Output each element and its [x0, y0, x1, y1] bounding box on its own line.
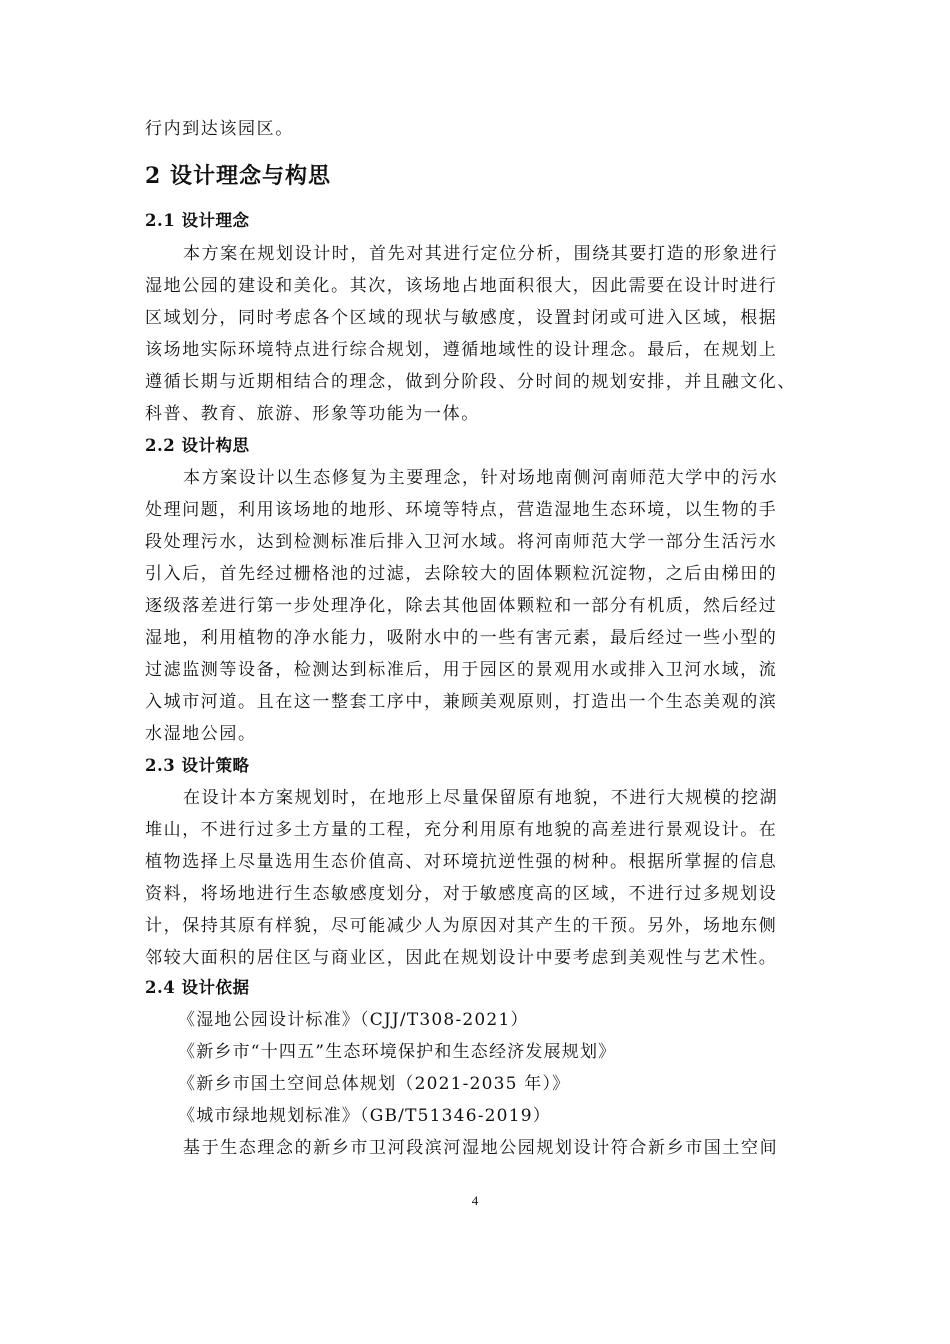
section-2-2-heading: 2.2 设计构思: [145, 436, 250, 455]
section-2-3-line: 资料，将场地进行生态敏感度划分，对于敏感度高的区域，不进行过多规划设: [145, 884, 778, 904]
page-number: 4: [471, 1193, 479, 1208]
section-2-1-line: 湿地公园的建设和美化。其次，该场地占地面积很大，因此需要在设计时进行: [145, 276, 778, 296]
section-2-1-line: 科普、教育、旅游、形象等功能为一体。: [145, 404, 480, 424]
section-2-2-line: 过滤监测等设备，检测达到标准后，用于园区的景观用水或排入卫河水域，流: [145, 660, 778, 680]
section-2-2-line: 引入后，首先经过栅格池的过滤，去除较大的固体颗粒沉淀物，之后由梯田的: [145, 564, 778, 584]
section-2-3-line: 在设计本方案规划时，在地形上尽量保留原有地貌，不进行大规模的挖湖: [183, 788, 779, 808]
section-2-2-line: 湿地，利用植物的净水能力，吸附水中的一些有害元素，最后经过一些小型的: [145, 628, 778, 648]
reference-item: 《新乡市国土空间总体规划（2021-2035 年）》: [178, 1074, 571, 1094]
intro-tail-line: 行内到达该园区。: [145, 119, 294, 139]
section-2-2-line: 段处理污水，达到检测标准后排入卫河水域。将河南师范大学一部分生活污水: [145, 532, 778, 552]
reference-item: 《城市绿地规划标准》（GB/T51346-2019）: [178, 1106, 551, 1126]
reference-item: 《湿地公园设计标准》（CJJ/T308-2021）: [178, 1010, 529, 1030]
section-2-2-line: 入城市河道。且在这一整套工序中，兼顾美观原则，打造出一个生态美观的滨: [145, 692, 778, 712]
section-2-3-line: 植物选择上尽量选用生态价值高、对环境抗逆性强的树种。根据所掌握的信息: [145, 852, 778, 872]
section-2-3-line: 邻较大面积的居住区与商业区，因此在规划设计中要考虑到美观性与艺术性。: [145, 948, 778, 968]
section-2-1-heading: 2.1 设计理念: [145, 211, 250, 230]
section-2-1-line: 区域划分，同时考虑各个区域的现状与敏感度，设置封闭或可进入区域，根据: [145, 308, 778, 328]
section-2-1-line: 遵循长期与近期相结合的理念，做到分阶段、分时间的规划安排，并且融文化、: [145, 372, 796, 392]
reference-item: 《新乡市“十四五”生态环境保护和生态经济发展规划》: [178, 1042, 617, 1062]
section-2-4-closing-line: 基于生态理念的新乡市卫河段滨河湿地公园规划设计符合新乡市国土空间: [183, 1138, 779, 1158]
section-2-1-line: 该场地实际环境特点进行综合规划，遵循地域性的设计理念。最后，在规划上: [145, 340, 778, 360]
section-2-2-line: 逐级落差进行第一步处理净化，除去其他固体颗粒和一部分有机质，然后经过: [145, 596, 778, 616]
section-2-2-line: 处理问题，利用该场地的地形、环境等特点，营造湿地生态环境，以生物的手: [145, 500, 778, 520]
section-2-2-line: 本方案设计以生态修复为主要理念，针对场地南侧河南师范大学中的污水: [183, 468, 779, 488]
section-2-3-line: 计，保持其原有样貌，尽可能减少人为原因对其产生的干预。另外，场地东侧: [145, 916, 778, 936]
section-2-1-line: 本方案在规划设计时，首先对其进行定位分析，围绕其要打造的形象进行: [183, 244, 779, 264]
section-2-heading: 2 设计理念与构思: [145, 163, 331, 189]
section-2-4-heading: 2.4 设计依据: [145, 978, 250, 997]
section-2-3-line: 堆山，不进行过多土方量的工程，充分利用原有地貌的高差进行景观设计。在: [145, 820, 778, 840]
section-2-2-line: 水湿地公园。: [145, 724, 257, 744]
section-2-3-heading: 2.3 设计策略: [145, 756, 250, 775]
